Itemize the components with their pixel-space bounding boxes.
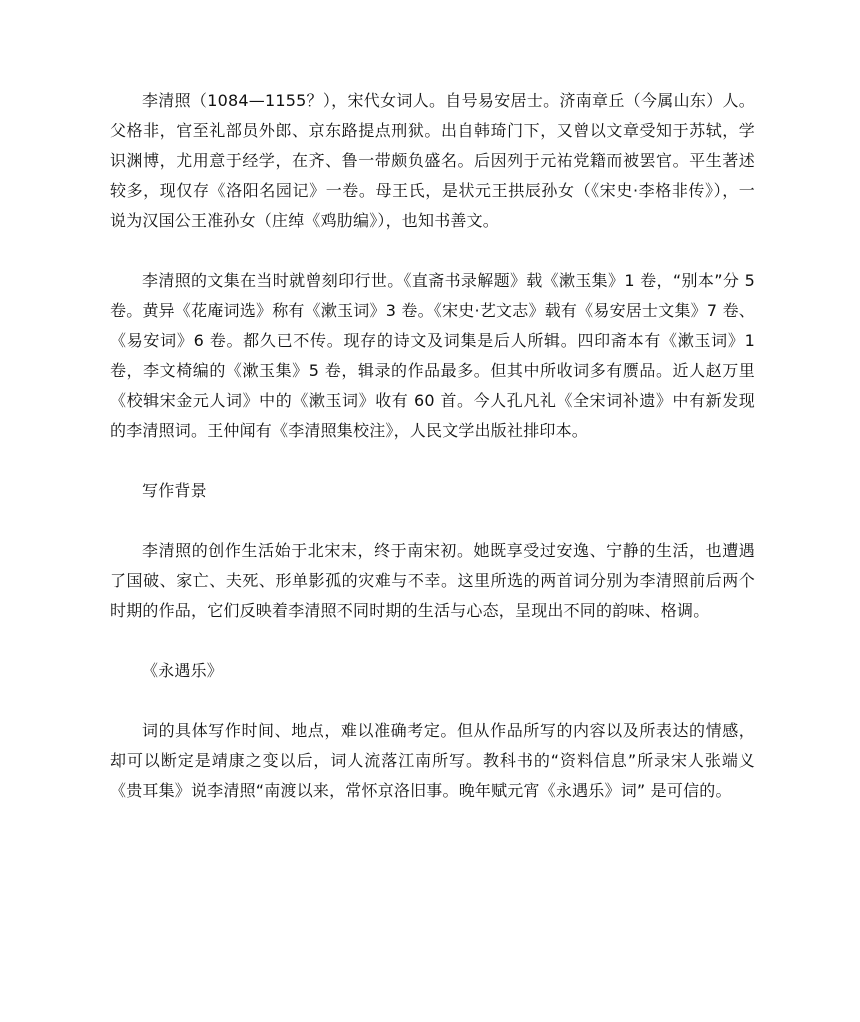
paragraph-collections: 李清照的文集在当时就曾刻印行世。《直斋书录解题》载《漱玉集》1 卷，“别本”分 5 卷。黄异《花庵词选》称有《漱玉词》3 卷。《宋史·艺文志》载有《易安居士文集》7 卷、《易安词》6 卷。都久已不传。现存的诗文及词集是后人所辑。四印斋本有《漱玉词》1 卷，李文椅编的《漱玉集》5 卷，辑录的作品最多。但其中所收词多有赝品。近人赵万里《校辑宋金元人词》中的《漱玉词》收有 60 首。今人孔凡礼《全宋词补遗》中有新发现的李清照词。王仲闻有《李清照集校注》，人民文学出版社排印本。 <box>110 271 755 440</box>
heading-writing-background: 写作背景 <box>142 481 207 500</box>
heading-yongyule: 《永遇乐》 <box>142 661 224 680</box>
paragraph-biography: 李清照（1084—1155？），宋代女词人。自号易安居士。济南章丘（今属山东）人。父格非，官至礼部员外郎、京东路提点刑狱。出自韩琦门下，又曾以文章受知于苏轼，学识渊博，尤用意于经学，在齐、鲁一带颇负盛名。后因列于元祐党籍而被罢官。平生著述较多，现仅存《洛阳名园记》一卷。母王氏，是状元王拱辰孙女（《宋史·李格非传》），一说为汉国公王准孙女（庄绰《鸡肋编》），也知书善文。 <box>110 91 755 230</box>
paragraph-yongyule: 词的具体写作时间、地点，难以准确考定。但从作品所写的内容以及所表达的情感，却可以断定是靖康之变以后，词人流落江南所写。教科书的“资料信息”所录宋人张端义《贵耳集》说李清照“南渡以来，常怀京洛旧事。晚年赋元宵《永遇乐》词” 是可信的。 <box>110 721 755 800</box>
document-body <box>110 86 755 836</box>
paragraph-background: 李清照的创作生活始于北宋末，终于南宋初。她既享受过安逸、宁静的生活，也遭遇了国破、家亡、夫死、形单影孤的灾难与不幸。这里所选的两首词分别为李清照前后两个时期的作品，它们反映着李清照不同时期的生活与心态，呈现出不同的韵味、格调。 <box>110 541 755 620</box>
